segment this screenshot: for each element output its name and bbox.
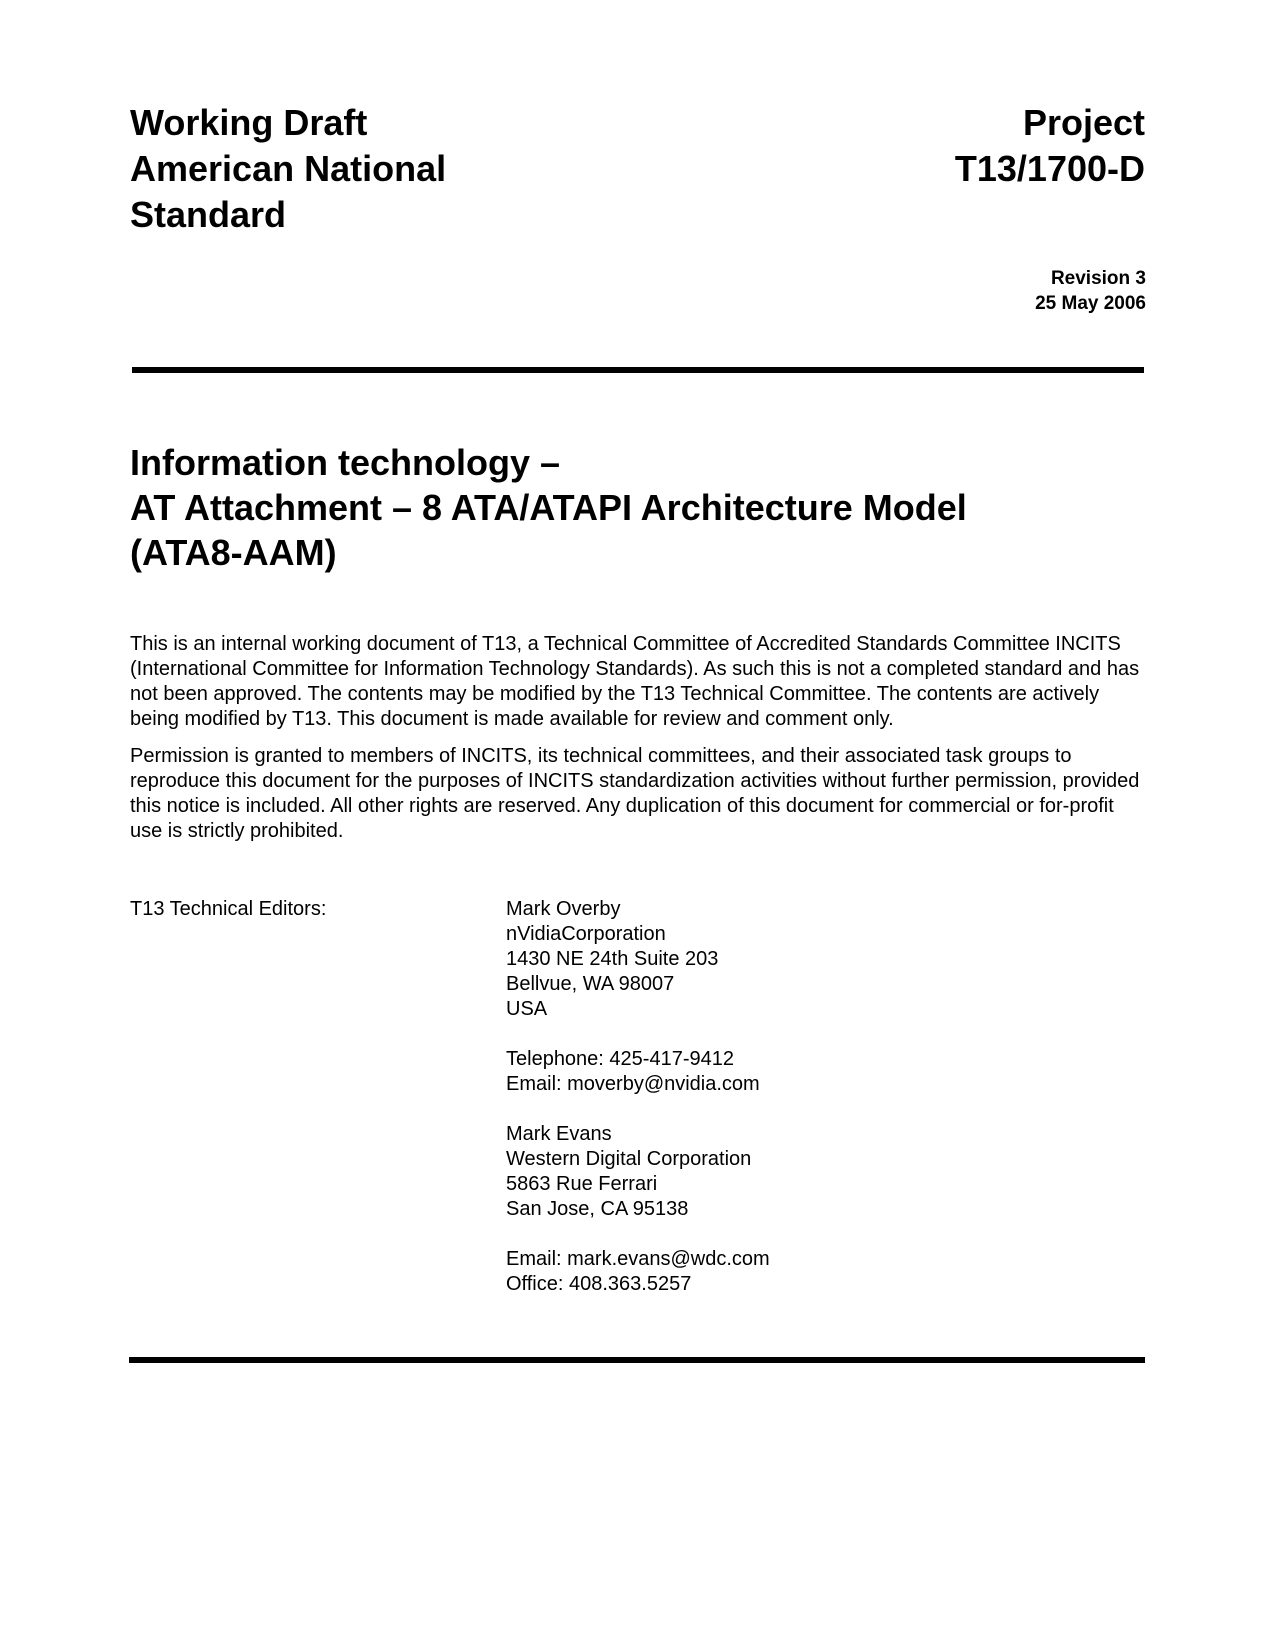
editor-address: 1430 NE 24th Suite 203 [506, 948, 719, 970]
editor-company: nVidiaCorporation [506, 923, 666, 945]
notice-text [130, 632, 1150, 856]
revision-date: 25 May 2006 [1035, 293, 1146, 314]
document-designation [130, 100, 610, 238]
editor-country: USA [506, 998, 548, 1020]
top-divider [132, 367, 1144, 373]
editor-name: Mark Evans [506, 1123, 612, 1145]
editors-label: T13 Technical Editors: [130, 898, 327, 920]
editor-email: Email: mark.evans@wdc.com [506, 1248, 770, 1270]
bottom-divider [129, 1357, 1145, 1363]
revision-info [1035, 266, 1146, 316]
designation-line: American National [130, 148, 447, 189]
title-line: (ATA8-AAM) [130, 532, 337, 573]
editor-company: Western Digital Corporation [506, 1148, 752, 1170]
project-label: Project [1022, 102, 1145, 143]
notice-paragraph: This is an internal working document of T13, a Technical Committee of Accredited Standards Committee INCITS (International Committee for Information Technology Standards). As such this is not a completed standard and has not been approved. The contents may be modified by the T13 Technical Committee. The contents are actively being modified by T13. This document is made available for review and comment only. [130, 633, 1140, 730]
spacer [506, 1022, 770, 1047]
editor-email: Email: moverby@nvidia.com [506, 1073, 760, 1095]
document-title [130, 440, 1150, 575]
spacer [506, 1097, 770, 1122]
permission-paragraph: Permission is granted to members of INCITS, its technical committees, and their associated task groups to reproduce this document for the purposes of INCITS standardization activities without further permission, provided this notice is included. All other rights are reserved. Any duplication of this document for commercial or for-profit use is strictly prohibited. [130, 745, 1140, 842]
project-id: T13/1700-D [954, 148, 1145, 189]
designation-line: Standard [130, 194, 287, 235]
project-number [745, 100, 1145, 192]
editor-name: Mark Overby [506, 898, 621, 920]
editor-address: San Jose, CA 95138 [506, 1198, 689, 1220]
editor-office: Office: 408.363.5257 [506, 1273, 692, 1295]
designation-line: Working Draft [130, 102, 368, 143]
editors-contacts [506, 897, 770, 1297]
editor-address: 5863 Rue Ferrari [506, 1173, 658, 1195]
title-line: Information technology – [130, 442, 561, 483]
revision-number: Revision 3 [1050, 268, 1146, 289]
spacer [506, 1222, 770, 1247]
title-line: AT Attachment – 8 ATA/ATAPI Architecture Model [130, 487, 967, 528]
editor-address: Bellvue, WA 98007 [506, 973, 675, 995]
editor-telephone: Telephone: 425-417-9412 [506, 1048, 734, 1070]
